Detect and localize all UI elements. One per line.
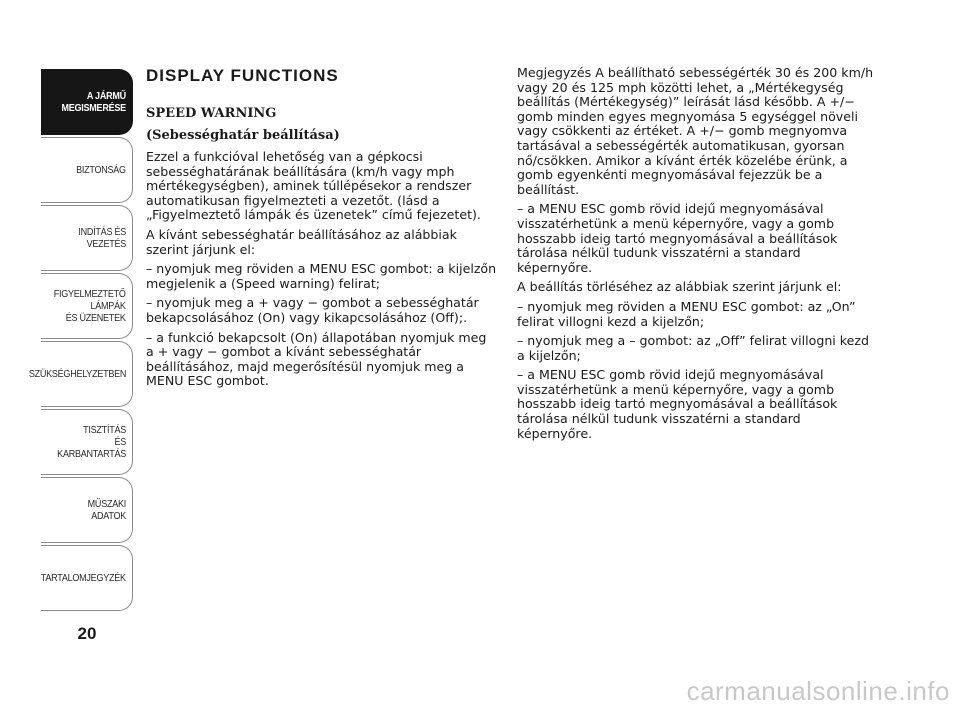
tab-label: BIZTONSÁG xyxy=(76,164,126,176)
body-paragraph: – a MENU ESC gomb rövid idejű megnyomásával visszatérhetünk a menü képernyőre, vagy a gomb hosszabb ideig tartó megnyomásával a beállítások tárolása nélkül tudunk visszatérni a standard képernyőre. xyxy=(517,367,838,441)
body-paragraph: Ezzel a funkcióval lehetőség van a gépkocsi sebességhatárának beállítására (km/h vagy mph mértékegységben), aminek túllépésekor a rendszer automatikusan figyelmezteti a vezetőt. (lásd a „Figyelmeztető lámpák és üzenetek” című fejezetet). xyxy=(146,149,481,223)
tab-starting-driving[interactable] xyxy=(41,205,133,271)
tab-label: TARTALOMJEGYZÉK xyxy=(41,572,126,584)
section-subheading: (Sebességhatár beállítása) xyxy=(146,128,340,143)
body-paragraph: – nyomjuk meg a – gombot: az „Off” felirat villogni kezd a kijelzőn; xyxy=(517,333,869,363)
tab-maintenance[interactable] xyxy=(41,409,133,475)
tab-emergency[interactable] xyxy=(28,341,133,407)
body-paragraph: – nyomjuk meg röviden a MENU ESC gombot: a kijelzőn megjelenik a (Speed warning) felirat; xyxy=(146,261,497,291)
tab-index[interactable] xyxy=(41,545,133,611)
body-paragraph: – a funkció bekapcsolt (On) állapotában nyomjuk meg a + vagy − gombot a kívánt sebességhatár beállításához, majd megerősítésül nyomjuk meg a MENU ESC gombot. xyxy=(146,329,487,389)
body-paragraph: – a MENU ESC gomb rövid idejű megnyomásával visszatérhetünk a menü képernyőre, vagy a gomb hosszabb ideig tartó megnyomásával a beállítások tárolása nélkül tudunk visszatérni a standard képernyőre. xyxy=(517,201,838,275)
right-column xyxy=(517,66,877,446)
body-paragraph: A beállítás törléséhez az alábbiak szerint járjunk el: xyxy=(517,279,842,295)
watermark-text: carmanualsonline.info xyxy=(686,676,950,706)
body-paragraph: – nyomjuk meg a + vagy − gombot a sebességhatár bekapcsolásához (On) vagy kikapcsolásához (Off);. xyxy=(146,295,479,325)
tab-technical-data[interactable] xyxy=(41,477,133,543)
left-column xyxy=(146,66,498,394)
tab-label: TISZTÍTÁS ÉS KARBANTARTÁS xyxy=(57,424,126,460)
section-heading: SPEED WARNING xyxy=(146,106,277,121)
tab-label: MŰSZAKI ADATOK xyxy=(87,498,126,522)
body-paragraph: – nyomjuk meg röviden a MENU ESC gombot: az „On” felirat villogni kezd a kijelzőn; xyxy=(517,298,856,329)
page-number: 20 xyxy=(77,624,97,643)
tab-safety[interactable] xyxy=(41,137,133,203)
body-paragraph: Megjegyzés A beállítható sebességérték 30 és 200 km/h vagy 20 és 125 mph közötti lehet, a „Mértékegység beállítás (Mértékegység)” leírását lásd később. A +/− gomb minden egyes megnyomása 5 egységgel növeli vagy csökkenti az értéket. A +/− gomb megnyomva tartásával a sebességérték automatikusan, gyorsan nő/csökken. Amikor a kívánt érték közelébe érünk, a gomb egyenkénti megnyomásával fejezzük be a beállítást. xyxy=(517,65,874,197)
tab-warning-lights[interactable] xyxy=(41,273,133,339)
tab-vehicle-intro[interactable] xyxy=(41,69,133,135)
chapter-tabs xyxy=(28,69,133,613)
tab-label: A JÁRMŰ MEGISMERÉSE xyxy=(61,90,126,114)
tab-label: INDÍTÁS ÉS VEZETÉS xyxy=(78,226,126,250)
body-paragraph: A kívánt sebességhatár beállításához az alábbiak szerint járjunk el: xyxy=(146,226,457,257)
tab-label: FIGYELMEZTETŐ LÁMPÁK ÉS ÜZENETEK xyxy=(54,288,126,324)
page-title: DISPLAY FUNCTIONS xyxy=(146,66,339,85)
tab-label: SZÜKSÉGHELYZETBEN xyxy=(28,368,126,380)
